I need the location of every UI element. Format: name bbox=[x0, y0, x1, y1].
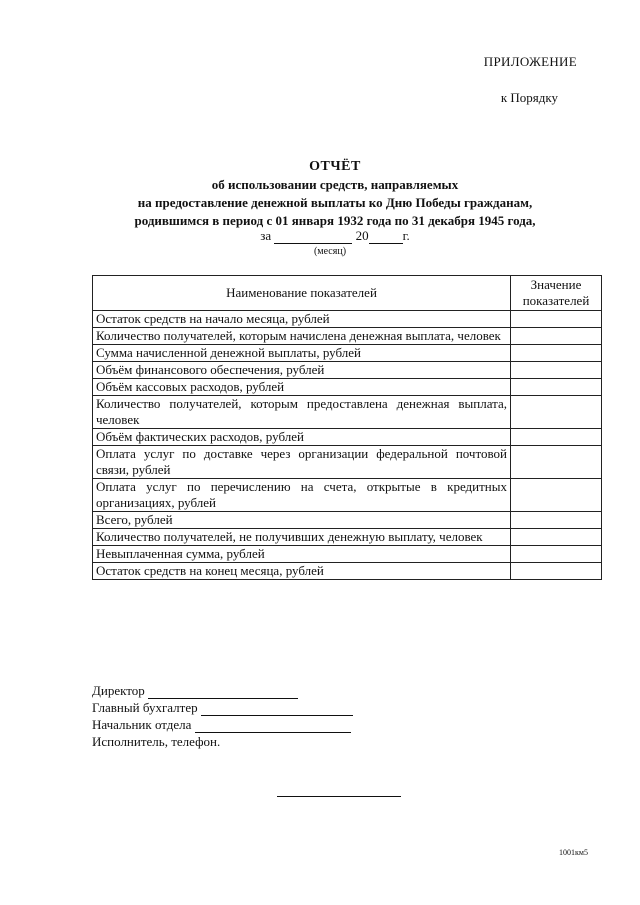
table-row bbox=[93, 328, 602, 345]
indicator-value-cell[interactable] bbox=[511, 379, 602, 396]
title-line-1: об использовании средств, направляемых bbox=[211, 177, 459, 192]
indicators-table bbox=[92, 275, 602, 580]
table-row bbox=[93, 546, 602, 563]
director-signature-field[interactable] bbox=[148, 686, 298, 699]
table-body bbox=[93, 311, 602, 580]
indicator-name-cell: Остаток средств на начало месяца, рублей bbox=[93, 311, 511, 328]
table-header-row bbox=[93, 276, 602, 311]
chief-accountant-signature-field[interactable] bbox=[201, 703, 353, 716]
report-title bbox=[60, 158, 610, 230]
bottom-rule bbox=[277, 796, 401, 797]
indicator-name-cell: Оплата услуг по доставке через организации федеральной почтовой связи, рублей bbox=[93, 446, 511, 479]
indicator-value-cell[interactable] bbox=[511, 546, 602, 563]
indicator-name-cell: Невыплаченная сумма, рублей bbox=[93, 546, 511, 563]
title-main: ОТЧЁТ bbox=[309, 159, 361, 174]
executor-label: Исполнитель, телефон. bbox=[92, 734, 221, 749]
title-line-2: на предоставление денежной выплаты ко Дню Победы гражданам, bbox=[137, 195, 533, 210]
indicator-name-cell: Объём кассовых расходов, рублей bbox=[93, 379, 511, 396]
table-row bbox=[93, 379, 602, 396]
appendix-label: ПРИЛОЖЕНИЕ bbox=[483, 54, 577, 69]
signature-chief-accountant bbox=[92, 699, 412, 716]
month-hint: (месяц) bbox=[313, 246, 347, 257]
chief-accountant-label: Главный бухгалтер bbox=[92, 700, 198, 715]
period-year-prefix: 20 bbox=[355, 228, 369, 243]
period-suffix: г. bbox=[402, 228, 410, 243]
column-header-name: Наименование показателей bbox=[93, 276, 511, 311]
indicator-name-cell: Всего, рублей bbox=[93, 512, 511, 529]
indicator-value-cell[interactable] bbox=[511, 345, 602, 362]
department-head-label: Начальник отдела bbox=[92, 717, 192, 732]
signatures-block bbox=[92, 682, 412, 750]
indicator-name-cell: Объём финансового обеспечения, рублей bbox=[93, 362, 511, 379]
indicator-value-cell[interactable] bbox=[511, 328, 602, 345]
indicator-value-cell[interactable] bbox=[511, 362, 602, 379]
table-row bbox=[93, 563, 602, 580]
year-blank-field[interactable] bbox=[369, 229, 403, 244]
signature-director bbox=[92, 682, 412, 699]
indicator-value-cell[interactable] bbox=[511, 311, 602, 328]
table-row bbox=[93, 429, 602, 446]
indicator-name-cell: Объём фактических расходов, рублей bbox=[93, 429, 511, 446]
department-head-signature-field[interactable] bbox=[195, 720, 351, 733]
table-row bbox=[93, 529, 602, 546]
table-row bbox=[93, 396, 602, 429]
table-row bbox=[93, 479, 602, 512]
table-row bbox=[93, 311, 602, 328]
report-period bbox=[60, 228, 610, 244]
signature-department-head bbox=[92, 716, 412, 733]
title-line-3: родившимся в период с 01 января 1932 года по 31 декабря 1945 года, bbox=[134, 213, 536, 228]
document-code: 1001км5 bbox=[559, 848, 588, 857]
indicator-value-cell[interactable] bbox=[511, 479, 602, 512]
indicator-name-cell: Количество получателей, не получивших денежную выплату, человек bbox=[93, 529, 511, 546]
signature-executor bbox=[92, 733, 412, 750]
indicator-name-cell: Остаток средств на конец месяца, рублей bbox=[93, 563, 511, 580]
indicator-value-cell[interactable] bbox=[511, 446, 602, 479]
director-label: Директор bbox=[92, 683, 145, 698]
table-row bbox=[93, 446, 602, 479]
indicator-value-cell[interactable] bbox=[511, 563, 602, 580]
indicator-name-cell: Сумма начисленной денежной выплаты, рублей bbox=[93, 345, 511, 362]
indicator-name-cell: Количество получателей, которым начислена денежная выплата, человек bbox=[93, 328, 511, 345]
to-order-label: к Порядку bbox=[500, 90, 558, 105]
period-prefix: за bbox=[260, 228, 272, 243]
table-row bbox=[93, 512, 602, 529]
indicator-value-cell[interactable] bbox=[511, 512, 602, 529]
indicator-name-cell: Количество получателей, которым предоставлена денежная выплата, человек bbox=[93, 396, 511, 429]
indicator-value-cell[interactable] bbox=[511, 396, 602, 429]
indicator-value-cell[interactable] bbox=[511, 429, 602, 446]
indicator-value-cell[interactable] bbox=[511, 529, 602, 546]
indicator-name-cell: Оплата услуг по перечислению на счета, открытые в кредитных организациях, рублей bbox=[93, 479, 511, 512]
table-row bbox=[93, 362, 602, 379]
column-header-value: Значение показателей bbox=[511, 276, 602, 311]
month-blank-field[interactable] bbox=[274, 229, 352, 244]
table-row bbox=[93, 345, 602, 362]
